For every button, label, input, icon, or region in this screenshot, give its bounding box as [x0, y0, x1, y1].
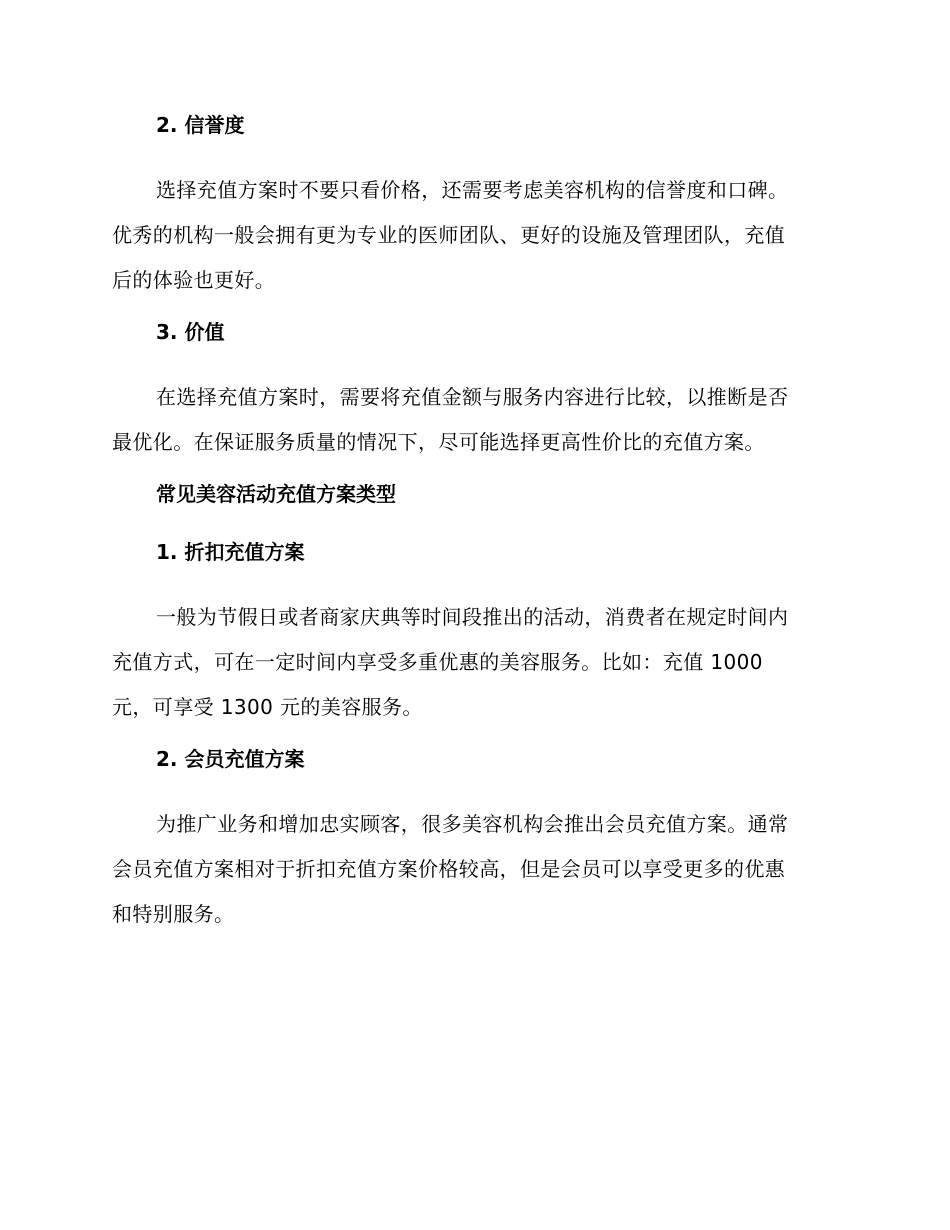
paragraph-line: 选择充值方案时不要只看价格，还需要考虑美容机构的信誉度和口碑。: [156, 178, 789, 202]
paragraph-line: 元，可享受 1300 元的美容服务。: [112, 695, 423, 719]
section-heading-plan-types: 常见美容活动充值方案类型: [156, 482, 396, 506]
paragraph-line: 一般为节假日或者商家庆典等时间段推出的活动，消费者在规定时间内: [156, 605, 789, 629]
paragraph-line: 为推广业务和增加忠实顾客，很多美容机构会推出会员充值方案。通常: [156, 812, 789, 836]
paragraph-discount-plan: [112, 595, 832, 730]
paragraph-line: 在选择充值方案时，需要将充值金额与服务内容进行比较，以推断是否: [156, 385, 789, 409]
paragraph-line: 优秀的机构一般会拥有更为专业的医师团队、更好的设施及管理团队，充值: [112, 223, 786, 247]
paragraph-line: 会员充值方案相对于折扣充值方案价格较高，但是会员可以享受更多的优惠: [112, 857, 786, 881]
paragraph-line: 最优化。在保证服务质量的情况下，尽可能选择更高性价比的充值方案。: [112, 430, 765, 454]
paragraph-line: 和特别服务。: [112, 902, 235, 926]
section-heading-reputation: 2. 信誉度: [156, 113, 245, 137]
paragraph-reputation: [112, 168, 832, 303]
document-body: [112, 110, 832, 951]
paragraph-line: 后的体验也更好。: [112, 268, 276, 292]
section-heading-member-plan: 2. 会员充值方案: [156, 747, 305, 771]
section-heading-value: 3. 价值: [156, 320, 225, 344]
section-heading-discount-plan: 1. 折扣充值方案: [156, 540, 305, 564]
paragraph-line: 充值方式，可在一定时间内享受多重优惠的美容服务。比如：充值 1000: [112, 650, 763, 674]
paragraph-member-plan: [112, 802, 832, 937]
paragraph-value: [112, 375, 832, 465]
